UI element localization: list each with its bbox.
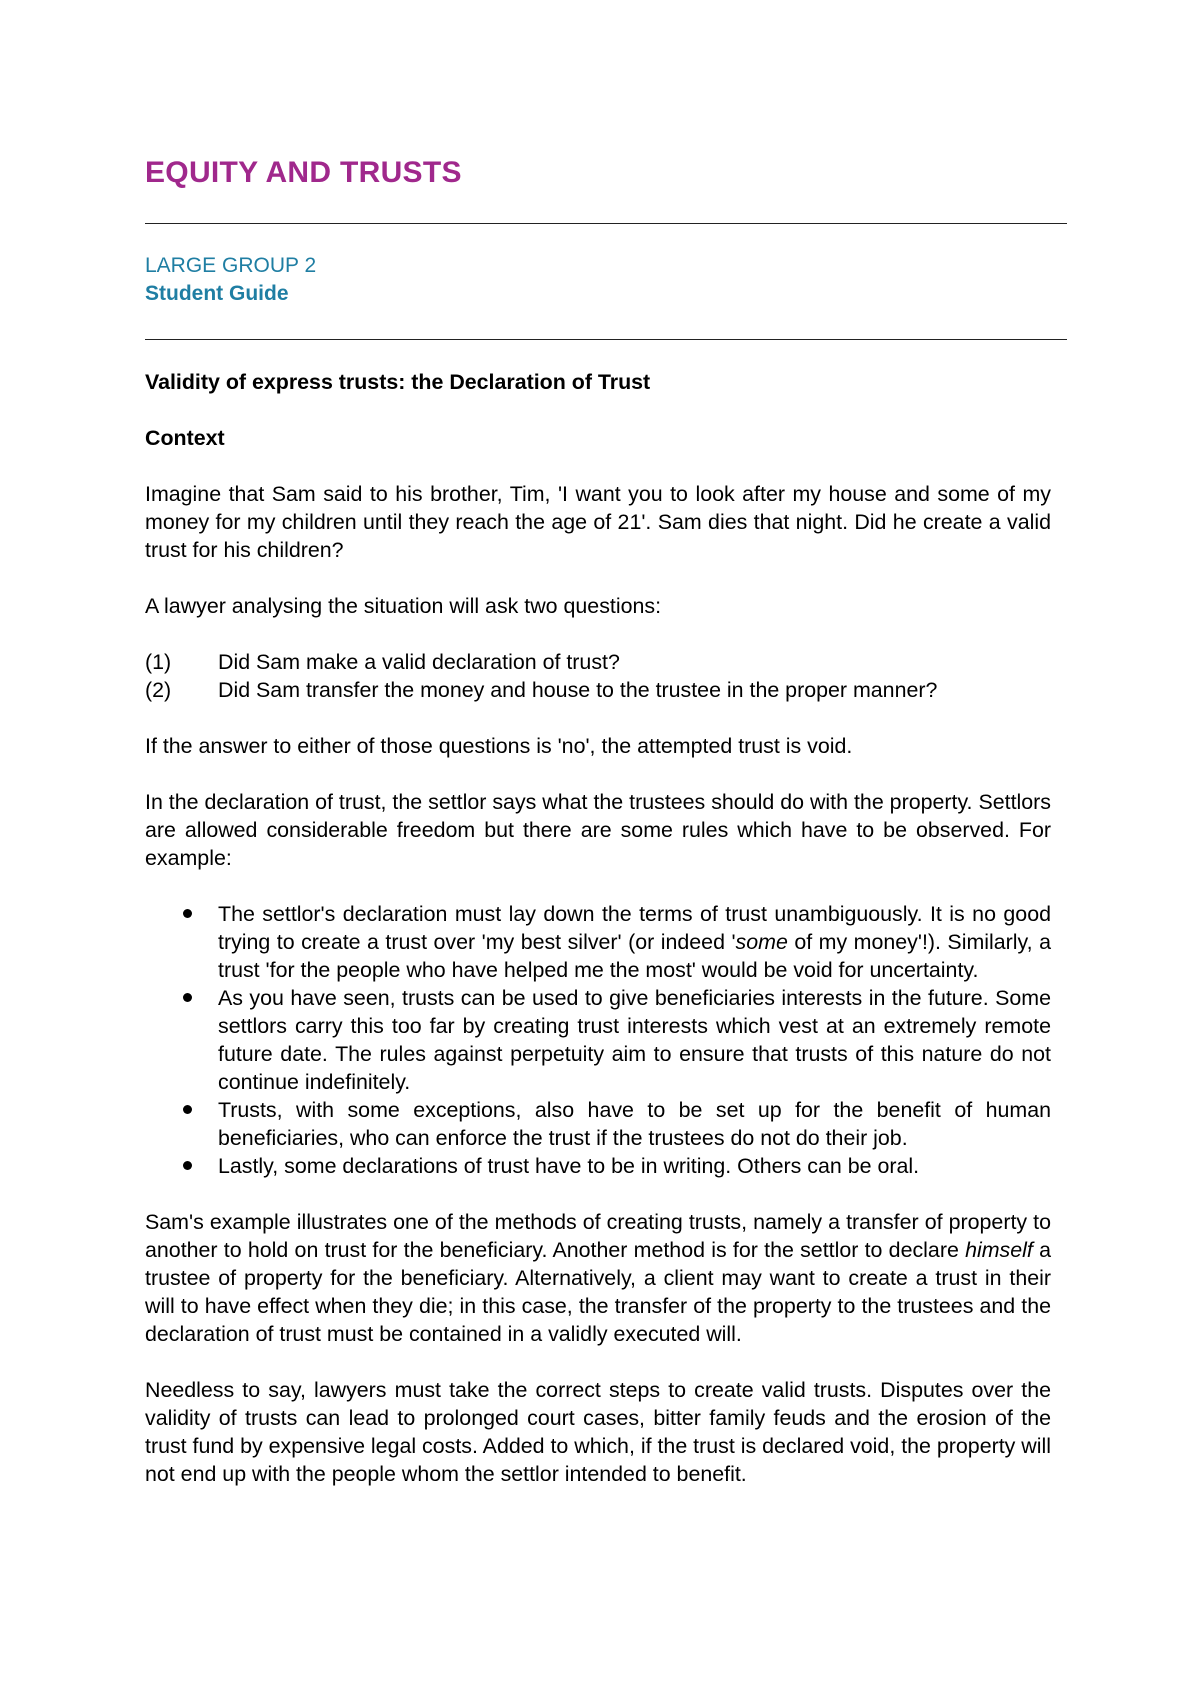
list-item [145, 676, 1051, 704]
list-text: Lastly, some declarations of trust have to be in writing. Others can be oral. [218, 1154, 920, 1178]
list-text: Trusts, with some exceptions, also have to be set up for the benefit of human beneficiaries, who can enforce the trust if the trustees do not do their job. [218, 1098, 1051, 1150]
paragraph-void: If the answer to either of those questions is 'no', the attempted trust is void. [145, 734, 853, 758]
bullet-icon [145, 984, 218, 1096]
paragraph-disputes: Needless to say, lawyers must take the correct steps to create valid trusts. Disputes over the validity of trusts can lead to prolonged court cases, bitter family feuds and the erosion of the trust fund by expensive legal costs. Added to which, if the trust is declared void, the property will not end up with the people whom the settlor intended to benefit. [145, 1378, 1052, 1486]
list-number: (2) [145, 678, 172, 702]
paragraph-declaration: In the declaration of trust, the settlor says what the trustees should do with the property. Settlors are allowed considerable freedom but there are some rules which have to be observed. For example: [145, 790, 1051, 870]
list-item [145, 900, 1051, 984]
bullet-icon [145, 1152, 218, 1180]
questions-list [145, 648, 1051, 704]
top-divider [145, 223, 1067, 224]
paragraph-scenario: Imagine that Sam said to his brother, Tim, 'I want you to look after my house and some of my money for my children until they reach the age of 21'. Sam dies that night. Did he create a valid trust for his children? [145, 482, 1051, 562]
bullet-icon [145, 900, 218, 984]
rules-list [145, 900, 1051, 1180]
bullet-icon [145, 1096, 218, 1152]
guide-label: Student Guide [145, 282, 289, 305]
paragraph-methods: Sam's example illustrates one of the methods of creating trusts, namely a transfer of property to another to hold on trust for the beneficiary. Another method is for the settlor to declare himself a trustee of property for the beneficiary. Alternatively, a client may want to create a trust in their will to have effect when they die; in this case, the transfer of the property to the trustees and the declaration of trust must be contained in a validly executed will. [145, 1210, 1051, 1346]
paragraph-questions-intro: A lawyer analysing the situation will ask two questions: [145, 594, 662, 618]
list-text: The settlor's declaration must lay down the terms of trust unambiguously. It is no good trying to create a trust over 'my best silver' (or indeed 'some of my money'!). Similarly, a trust 'for the people who have helped me the most' would be void for uncertainty. [218, 902, 1051, 982]
list-item [145, 648, 1051, 676]
bottom-divider [145, 339, 1067, 340]
group-label: LARGE GROUP 2 [145, 254, 317, 277]
list-number: (1) [145, 650, 172, 674]
context-heading: Context [145, 426, 225, 450]
document-body [145, 368, 1051, 1516]
list-item [145, 1096, 1051, 1152]
list-item [145, 1152, 1051, 1180]
list-item [145, 984, 1051, 1096]
list-text: Did Sam make a valid declaration of trust? [218, 650, 620, 674]
section-heading: Validity of express trusts: the Declaration of Trust [145, 370, 651, 394]
list-text: As you have seen, trusts can be used to give beneficiaries interests in the future. Some settlors carry this too far by creating trust interests which vest at an extremely remote future date. The rules against perpetuity aim to ensure that trusts of this nature do not continue indefinitely. [218, 986, 1051, 1094]
document-title: EQUITY AND TRUSTS [145, 156, 462, 189]
list-text: Did Sam transfer the money and house to the trustee in the proper manner? [218, 678, 938, 702]
